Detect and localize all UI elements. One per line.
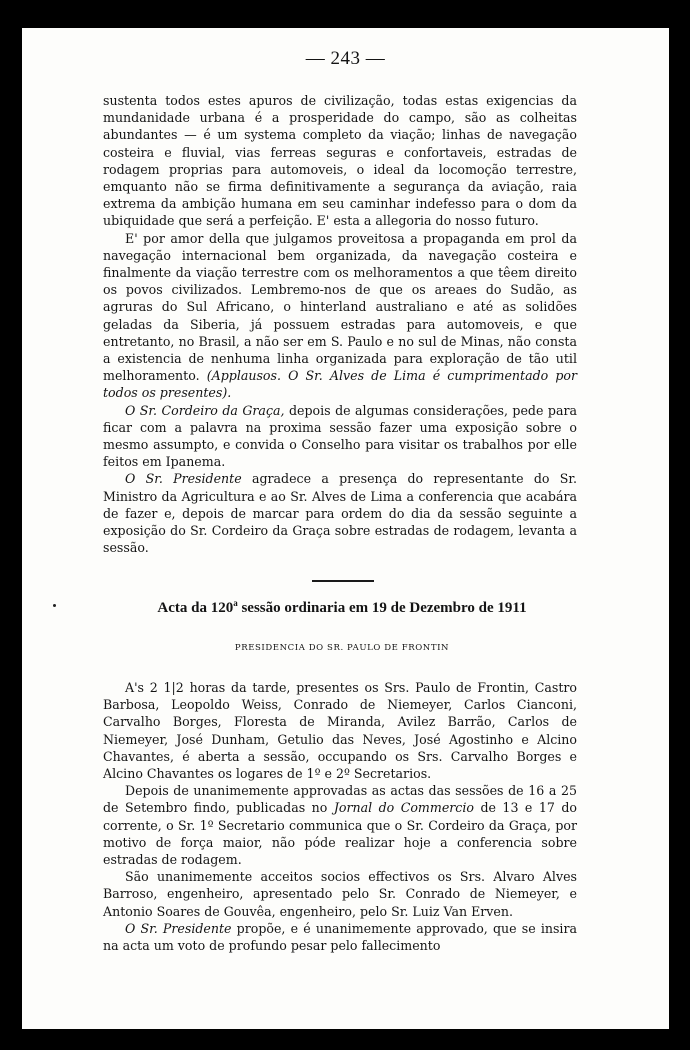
propaganda-text: E' por amor della que julgamos proveitosa a propaganda em prol da navegação internacional bem organizada, da navegação costeira e finalmente da viação terrestre com os melhoramentos a que têem direito os povos civilizados. Lembremo-nos de que os areaes do Sudão, as agruras do Sul Africano, o hinterland australiano e até as solidões geladas da Siberia, já possuem estradas para automoveis, e que entretanto, no Brasil, a não ser em S. Paulo e no sul de Minas, não consta a existencia de nenhuma linha organizada para exploração de tão util melhoramento.	[103, 230, 577, 384]
section-title-end: sessão ordinaria em 19 de Dezembro de 1911	[237, 600, 527, 616]
session-minutes	[103, 679, 577, 954]
president-text: agradece a presença do representante do Sr. Ministro da Agricultura e ao Sr. Alves de Lima a conferencia que acabára de fazer e, depois de marcar para ordem do dia da sessão seguinte a exposição do Sr. Cordeiro da Graça sobre estradas de rodagem, levanta a sessão.	[103, 471, 577, 556]
presidency-subtitle: PRESIDENCIA DO SR. PAULO DE FRONTIN	[234, 643, 450, 653]
applause-note: (Applausos. O Sr. Alves de Lima é cumprimentado por todos os presentes).	[103, 368, 577, 401]
paragraph-approval	[103, 782, 577, 868]
condolence-text: propõe, e é unanimemente approvado, que se insira na acta um voto de profundo pesar pelo fallecimento	[103, 920, 577, 954]
section-title	[82, 598, 602, 617]
paragraph-condolence	[103, 920, 577, 954]
speaker-cordeiro: O Sr. Cordeiro da Graça,	[125, 402, 285, 418]
speaker-president: O Sr. Presidente	[125, 471, 242, 487]
paragraph-attendance: A's 2 1|2 horas da tarde, presentes os Srs. Paulo de Frontin, Castro Barbosa, Leopoldo Weiss, Conrado de Niemeyer, Carlos Cianconi, Carvalho Borges, Floresta de Miranda, Avilez Barrão, Carlos de Niemeyer, José Dunham, Getulio das Neves, José Agostinho e Alcino Chavantes, é aberta a sessão, occupando os Srs. Carvalho Borges e Alcino Chavantes os logares de 1º e 2º Secretarios.	[103, 680, 577, 782]
section-title-ordinal: a	[233, 598, 238, 608]
paragraph-members: São unanimemente acceitos socios effectivos os Srs. Alvaro Alves Barroso, engenheiro, apresentado pelo Sr. Conrado de Niemeyer, e Antonio Soares de Gouvêa, engenheiro, pelo Sr. Luiz Van Erven.	[103, 869, 577, 919]
paragraph-cordeiro	[103, 402, 577, 471]
paragraph-president	[103, 470, 577, 556]
paragraph-civilization: sustenta todos estes apuros de civilização, todas estas exigencias da mundanidade urbana é a prosperidade do campo, são as colheitas abundantes — é um systema completo da viação; linhas de navegação costeira e fluvial, vias ferreas seguras e confortaveis, estradas de rodagem proprias para automoveis, o ideal da locomoção terrestre, emquanto não se firma definitivamente a segurança da aviação, raia extrema da ambição humana em seu caminhar indefesso para o dom da ubiquidade que será a perfeição. E' esta a allegoria do nosso futuro.	[103, 93, 577, 229]
section-title-start: Acta da 120	[157, 600, 234, 616]
speaker-president-final: O Sr. Presidente	[125, 920, 232, 936]
journal-name: Jornal do Commercio	[333, 800, 474, 816]
proceedings-text	[103, 92, 577, 556]
document-page	[22, 28, 669, 1029]
cordeiro-text: depois de algumas considerações, pede para ficar com a palavra na proxima sessão fazer uma exposição sobre o mesmo assumpto, e convida o Conselho para visitar os trabalhos por elle feitos em Ipanema.	[103, 402, 577, 470]
approval-text-end: de 13 e 17 do corrente, o Sr. 1º Secretario communica que o Sr. Cordeiro da Graça, por motivo de força maior, não póde realizar hoje a conferencia sobre estradas de rodagem.	[103, 800, 578, 868]
paragraph-propaganda	[103, 230, 577, 402]
page-number: — 243 —	[305, 48, 386, 69]
margin-mark	[53, 604, 56, 607]
section-divider	[312, 580, 374, 582]
approval-text-start: Depois de unanimemente approvadas as actas das sessões de 16 a 25 de Setembro findo, publicadas no	[103, 783, 577, 816]
